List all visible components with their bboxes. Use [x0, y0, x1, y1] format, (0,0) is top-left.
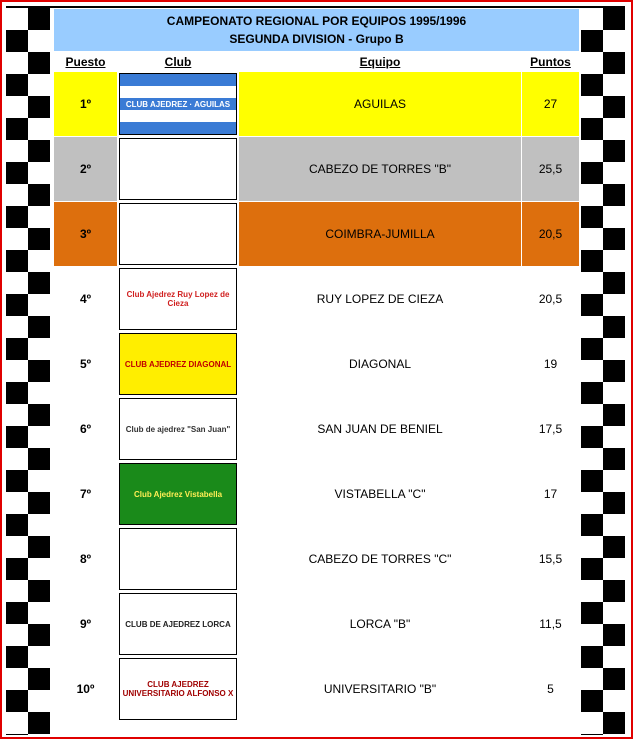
table-row: [54, 397, 580, 462]
rank-cell: 5º: [54, 332, 118, 397]
club-logo: [119, 528, 237, 590]
club-logo: CLUB AJEDREZ UNIVERSITARIO ALFONSO X: [119, 658, 237, 720]
club-logo-cell: [118, 267, 239, 332]
club-logo: CLUB AJEDREZ · AGUILAS: [119, 73, 237, 135]
rank-cell: 9º: [54, 592, 118, 657]
rank-cell: 1º: [54, 72, 118, 137]
club-logo: Club Ajedrez Ruy Lopez de Cieza: [119, 268, 237, 330]
table-row: [54, 202, 580, 267]
club-logo-cell: [118, 462, 239, 527]
club-logo-cell: [118, 137, 239, 202]
table-row: [54, 267, 580, 332]
team-name-cell: CABEZO DE TORRES "B": [239, 137, 522, 202]
division-subtitle: SEGUNDA DIVISION - Grupo B: [229, 32, 404, 46]
club-logo-cell: [118, 657, 239, 722]
points-cell: 17,5: [522, 397, 580, 462]
rank-cell: 8º: [54, 527, 118, 592]
club-logo: Club de ajedrez "San Juan": [119, 398, 237, 460]
team-name-cell: SAN JUAN DE BENIEL: [239, 397, 522, 462]
club-logo-cell: [118, 202, 239, 267]
team-name-cell: CABEZO DE TORRES "C": [239, 527, 522, 592]
club-logo-cell: [118, 332, 239, 397]
team-name-cell: LORCA "B": [239, 592, 522, 657]
column-header-team: Equipo: [239, 52, 522, 72]
club-logo: CLUB DE AJEDREZ LORCA: [119, 593, 237, 655]
points-cell: 19: [522, 332, 580, 397]
club-logo: Club Ajedrez Vistabella: [119, 463, 237, 525]
team-name-cell: DIAGONAL: [239, 332, 522, 397]
points-cell: 15,5: [522, 527, 580, 592]
club-logo-cell: [118, 397, 239, 462]
team-name-cell: AGUILAS: [239, 72, 522, 137]
rank-cell: 2º: [54, 137, 118, 202]
team-name-cell: VISTABELLA "C": [239, 462, 522, 527]
club-logo: CLUB AJEDREZ DIAGONAL: [119, 333, 237, 395]
points-cell: 17: [522, 462, 580, 527]
table-row: [54, 137, 580, 202]
table-row: [54, 592, 580, 657]
points-cell: 11,5: [522, 592, 580, 657]
column-header-points: Puntos: [522, 52, 580, 72]
club-logo-cell: [118, 527, 239, 592]
club-logo-cell: [118, 592, 239, 657]
table-row: [54, 72, 580, 137]
column-header-position: Puesto: [54, 52, 118, 72]
points-cell: 5: [522, 657, 580, 722]
column-header-club: Club: [118, 52, 239, 72]
points-cell: 25,5: [522, 137, 580, 202]
rank-cell: 6º: [54, 397, 118, 462]
points-cell: 20,5: [522, 202, 580, 267]
right-checker-border: [581, 8, 625, 735]
standings-table: [53, 8, 580, 722]
points-cell: 27: [522, 72, 580, 137]
left-checker-border: [6, 8, 50, 735]
table-row: [54, 527, 580, 592]
club-logo: [119, 203, 237, 265]
team-name-cell: COIMBRA-JUMILLA: [239, 202, 522, 267]
rank-cell: 10º: [54, 657, 118, 722]
club-logo: [119, 138, 237, 200]
team-name-cell: RUY LOPEZ DE CIEZA: [239, 267, 522, 332]
rank-cell: 4º: [54, 267, 118, 332]
standings-rows: [54, 72, 580, 722]
points-cell: 20,5: [522, 267, 580, 332]
rank-cell: 3º: [54, 202, 118, 267]
rank-cell: 7º: [54, 462, 118, 527]
table-row: [54, 332, 580, 397]
table-row: [54, 462, 580, 527]
club-logo-cell: [118, 72, 239, 137]
championship-title: CAMPEONATO REGIONAL POR EQUIPOS 1995/1996: [166, 14, 467, 28]
table-header: [54, 9, 580, 52]
team-name-cell: UNIVERSITARIO "B": [239, 657, 522, 722]
table-row: [54, 657, 580, 722]
